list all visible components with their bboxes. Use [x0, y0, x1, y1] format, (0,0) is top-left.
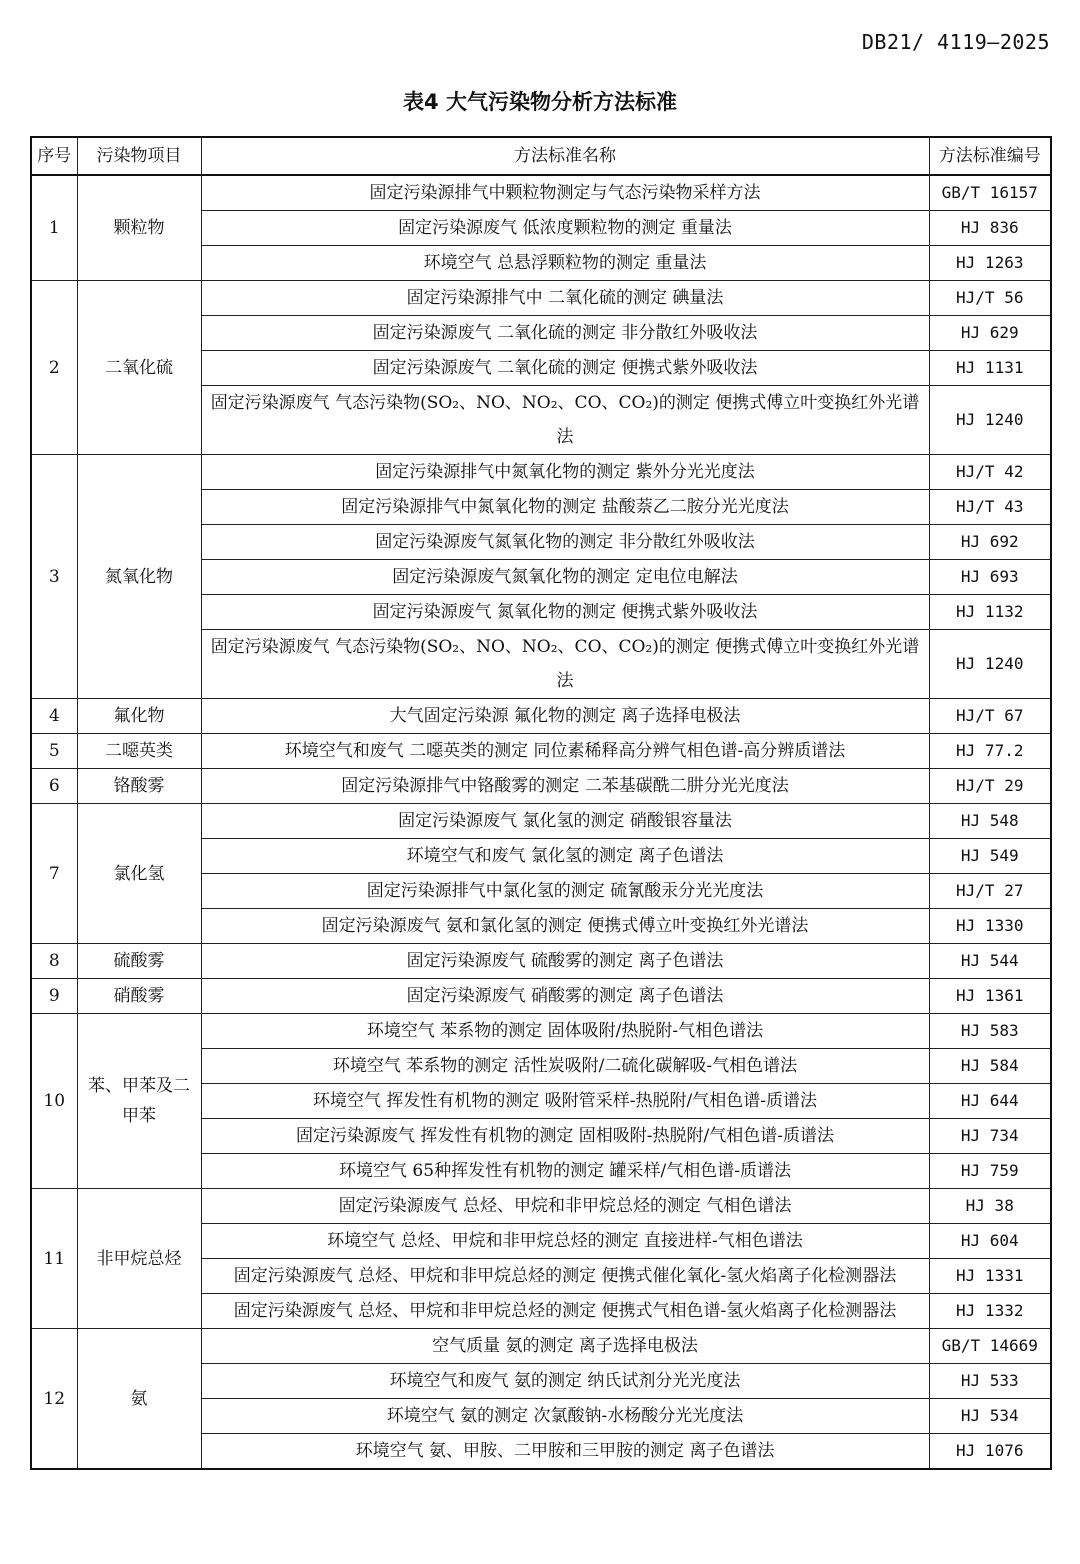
table-row: [31, 769, 1051, 804]
cell-pollutant-item: 二氧化硫: [77, 281, 201, 455]
table-row: [31, 1329, 1051, 1364]
cell-serial-no: 10: [31, 1014, 77, 1189]
cell-method-name: 固定污染源废气 总烃、甲烷和非甲烷总烃的测定 气相色谱法: [201, 1189, 929, 1224]
cell-method-name: 固定污染源排气中铬酸雾的测定 二苯基碳酰二肼分光光度法: [201, 769, 929, 804]
cell-pollutant-item: 二噁英类: [77, 734, 201, 769]
cell-method-name: 环境空气 苯系物的测定 固体吸附/热脱附-气相色谱法: [201, 1014, 929, 1049]
cell-method-code: HJ/T 42: [929, 455, 1051, 490]
table-row: [31, 944, 1051, 979]
cell-method-code: HJ/T 27: [929, 874, 1051, 909]
table-row: [31, 979, 1051, 1014]
table-row: [31, 1014, 1051, 1049]
table-row: [31, 1189, 1051, 1224]
cell-method-name: 固定污染源排气中氮氧化物的测定 盐酸萘乙二胺分光光度法: [201, 490, 929, 525]
cell-serial-no: 3: [31, 455, 77, 699]
cell-method-code: HJ 38: [929, 1189, 1051, 1224]
header-method-code: 方法标准编号: [929, 137, 1051, 175]
cell-method-code: HJ 1132: [929, 595, 1051, 630]
cell-method-name: 固定污染源废气 二氧化硫的测定 便携式紫外吸收法: [201, 351, 929, 386]
cell-serial-no: 5: [31, 734, 77, 769]
cell-method-name: 固定污染源废气 硝酸雾的测定 离子色谱法: [201, 979, 929, 1014]
document-code: DB21/ 4119—2025: [861, 30, 1050, 54]
cell-method-code: HJ 548: [929, 804, 1051, 839]
table-row: [31, 734, 1051, 769]
cell-pollutant-item: 氟化物: [77, 699, 201, 734]
cell-method-name: 环境空气 总悬浮颗粒物的测定 重量法: [201, 246, 929, 281]
cell-serial-no: 4: [31, 699, 77, 734]
cell-method-code: HJ 1361: [929, 979, 1051, 1014]
cell-pollutant-item: 氮氧化物: [77, 455, 201, 699]
cell-method-name: 固定污染源废气 气态污染物(SO₂、NO、NO₂、CO、CO₂)的测定 便携式傅立叶变换红外光谱法: [201, 630, 929, 699]
cell-method-name: 固定污染源废气 氯化氢的测定 硝酸银容量法: [201, 804, 929, 839]
header-item: 污染物项目: [77, 137, 201, 175]
cell-pollutant-item: 硝酸雾: [77, 979, 201, 1014]
cell-serial-no: 7: [31, 804, 77, 944]
cell-method-code: HJ 629: [929, 316, 1051, 351]
cell-method-code: HJ 534: [929, 1399, 1051, 1434]
cell-method-code: HJ 1263: [929, 246, 1051, 281]
cell-serial-no: 9: [31, 979, 77, 1014]
cell-method-name: 空气质量 氨的测定 离子选择电极法: [201, 1329, 929, 1364]
cell-method-code: HJ 692: [929, 525, 1051, 560]
table-row: [31, 175, 1051, 211]
cell-method-code: HJ 1332: [929, 1294, 1051, 1329]
header-no: 序号: [31, 137, 77, 175]
table-title: 表4 大气污染物分析方法标准: [403, 90, 677, 114]
standards-table: [30, 136, 1052, 1470]
cell-method-code: HJ 1076: [929, 1434, 1051, 1470]
cell-method-name: 固定污染源废气 氨和氯化氢的测定 便携式傅立叶变换红外光谱法: [201, 909, 929, 944]
cell-serial-no: 11: [31, 1189, 77, 1329]
cell-method-name: 环境空气 65种挥发性有机物的测定 罐采样/气相色谱-质谱法: [201, 1154, 929, 1189]
cell-pollutant-item: 铬酸雾: [77, 769, 201, 804]
cell-method-code: HJ/T 67: [929, 699, 1051, 734]
cell-pollutant-item: 非甲烷总烃: [77, 1189, 201, 1329]
cell-method-name: 固定污染源废气 总烃、甲烷和非甲烷总烃的测定 便携式催化氧化-氢火焰离子化检测器法: [201, 1259, 929, 1294]
cell-method-code: HJ 584: [929, 1049, 1051, 1084]
cell-pollutant-item: 氯化氢: [77, 804, 201, 944]
cell-method-code: GB/T 14669: [929, 1329, 1051, 1364]
cell-method-code: HJ 693: [929, 560, 1051, 595]
cell-method-code: HJ/T 56: [929, 281, 1051, 316]
cell-method-code: HJ 77.2: [929, 734, 1051, 769]
table-body: [31, 175, 1051, 1469]
table-row: [31, 455, 1051, 490]
cell-method-name: 固定污染源排气中颗粒物测定与气态污染物采样方法: [201, 175, 929, 211]
cell-method-name: 环境空气 苯系物的测定 活性炭吸附/二硫化碳解吸-气相色谱法: [201, 1049, 929, 1084]
cell-serial-no: 6: [31, 769, 77, 804]
cell-method-name: 环境空气 挥发性有机物的测定 吸附管采样-热脱附/气相色谱-质谱法: [201, 1084, 929, 1119]
cell-method-name: 大气固定污染源 氟化物的测定 离子选择电极法: [201, 699, 929, 734]
cell-method-code: HJ 1331: [929, 1259, 1051, 1294]
cell-method-name: 固定污染源废气氮氧化物的测定 定电位电解法: [201, 560, 929, 595]
cell-method-code: HJ 544: [929, 944, 1051, 979]
cell-method-name: 环境空气 总烃、甲烷和非甲烷总烃的测定 直接进样-气相色谱法: [201, 1224, 929, 1259]
cell-pollutant-item: 苯、甲苯及二甲苯: [77, 1014, 201, 1189]
cell-method-name: 固定污染源废气氮氧化物的测定 非分散红外吸收法: [201, 525, 929, 560]
cell-method-name: 固定污染源废气 挥发性有机物的测定 固相吸附-热脱附/气相色谱-质谱法: [201, 1119, 929, 1154]
cell-method-name: 环境空气和废气 氨的测定 纳氏试剂分光光度法: [201, 1364, 929, 1399]
cell-method-code: HJ 759: [929, 1154, 1051, 1189]
cell-serial-no: 2: [31, 281, 77, 455]
cell-method-code: HJ 1330: [929, 909, 1051, 944]
cell-method-code: HJ 583: [929, 1014, 1051, 1049]
cell-method-name: 固定污染源废气 气态污染物(SO₂、NO、NO₂、CO、CO₂)的测定 便携式傅立叶变换红外光谱法: [201, 386, 929, 455]
cell-method-name: 环境空气 氨的测定 次氯酸钠-水杨酸分光光度法: [201, 1399, 929, 1434]
cell-serial-no: 1: [31, 175, 77, 281]
cell-method-code: HJ 604: [929, 1224, 1051, 1259]
cell-method-name: 固定污染源废气 总烃、甲烷和非甲烷总烃的测定 便携式气相色谱-氢火焰离子化检测器法: [201, 1294, 929, 1329]
cell-serial-no: 8: [31, 944, 77, 979]
cell-serial-no: 12: [31, 1329, 77, 1470]
cell-method-code: HJ 836: [929, 211, 1051, 246]
cell-method-name: 固定污染源废气 二氧化硫的测定 非分散红外吸收法: [201, 316, 929, 351]
table-header-row: [31, 137, 1051, 175]
cell-method-name: 固定污染源排气中 二氧化硫的测定 碘量法: [201, 281, 929, 316]
cell-method-code: GB/T 16157: [929, 175, 1051, 211]
cell-method-code: HJ 644: [929, 1084, 1051, 1119]
cell-method-name: 固定污染源排气中氮氧化物的测定 紫外分光光度法: [201, 455, 929, 490]
header-method-name: 方法标准名称: [201, 137, 929, 175]
cell-method-name: 固定污染源废气 低浓度颗粒物的测定 重量法: [201, 211, 929, 246]
cell-pollutant-item: 颗粒物: [77, 175, 201, 281]
cell-method-name: 环境空气和废气 氯化氢的测定 离子色谱法: [201, 839, 929, 874]
table-row: [31, 804, 1051, 839]
cell-method-name: 固定污染源废气 氮氧化物的测定 便携式紫外吸收法: [201, 595, 929, 630]
cell-method-code: HJ/T 43: [929, 490, 1051, 525]
cell-method-code: HJ/T 29: [929, 769, 1051, 804]
cell-method-name: 固定污染源排气中氯化氢的测定 硫氰酸汞分光光度法: [201, 874, 929, 909]
cell-method-code: HJ 533: [929, 1364, 1051, 1399]
cell-method-code: HJ 1240: [929, 630, 1051, 699]
cell-method-code: HJ 1131: [929, 351, 1051, 386]
cell-method-code: HJ 549: [929, 839, 1051, 874]
cell-method-code: HJ 734: [929, 1119, 1051, 1154]
cell-method-name: 固定污染源废气 硫酸雾的测定 离子色谱法: [201, 944, 929, 979]
cell-pollutant-item: 硫酸雾: [77, 944, 201, 979]
cell-method-code: HJ 1240: [929, 386, 1051, 455]
cell-method-name: 环境空气 氨、甲胺、二甲胺和三甲胺的测定 离子色谱法: [201, 1434, 929, 1470]
cell-pollutant-item: 氨: [77, 1329, 201, 1470]
cell-method-name: 环境空气和废气 二噁英类的测定 同位素稀释高分辨气相色谱-高分辨质谱法: [201, 734, 929, 769]
table-row: [31, 281, 1051, 316]
table-row: [31, 699, 1051, 734]
